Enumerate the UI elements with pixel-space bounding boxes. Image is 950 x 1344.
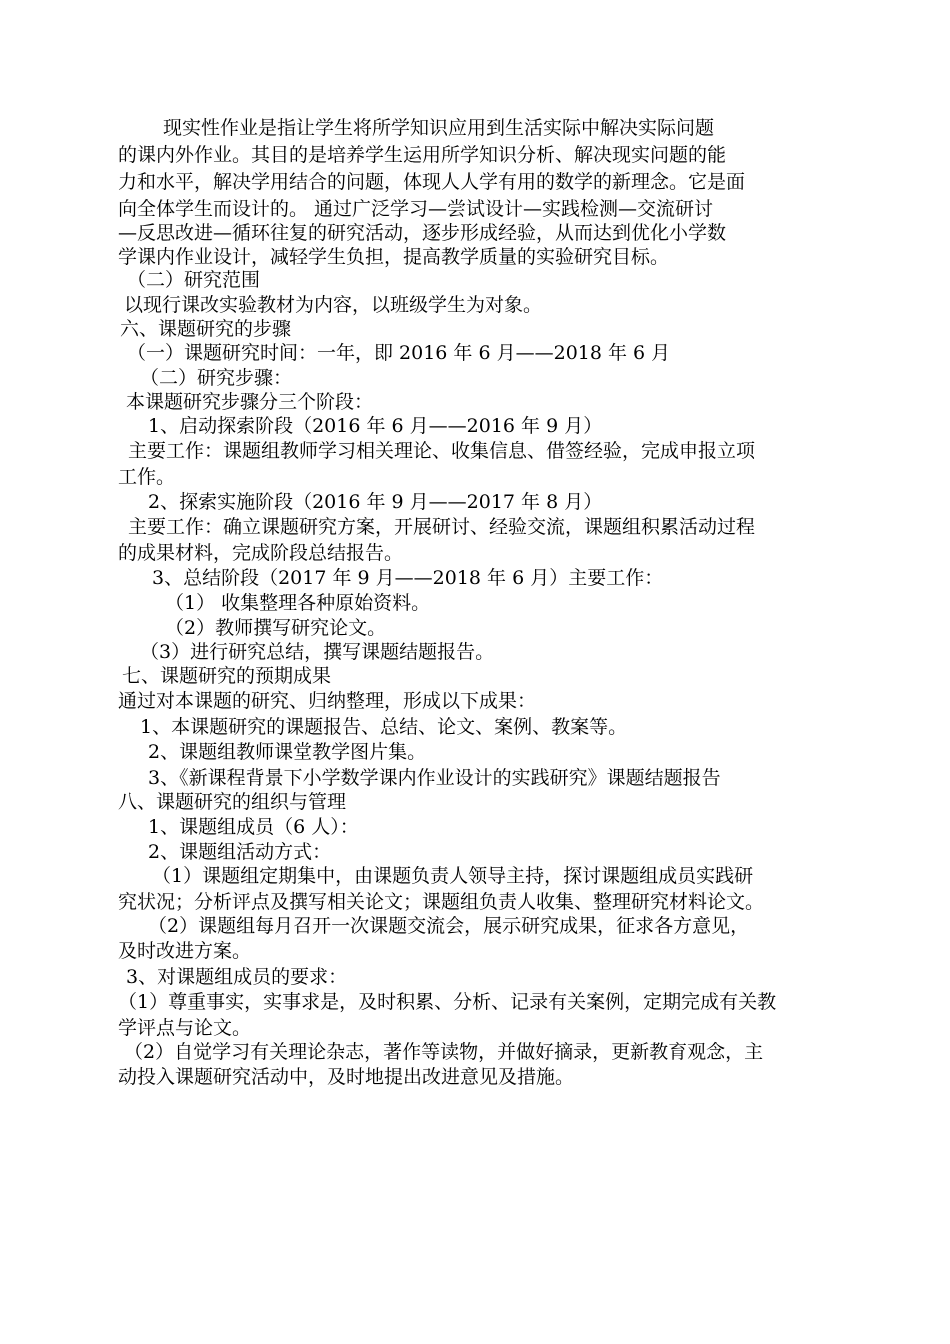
text-line: （3）进行研究总结，撰写课题结题报告。 xyxy=(140,641,495,663)
text-line: 通过对本课题的研究、归纳整理，形成以下成果： xyxy=(118,690,537,712)
text-line: 主要工作：确立课题研究方案，开展研讨、经验交流，课题组积累活动过程 xyxy=(128,516,756,538)
text-line: 3、总结阶段（2017 年 9 月——2018 年 6 月）主要工作： xyxy=(152,567,664,589)
text-line: （一）课题研究时间：一年，即 2016 年 6 月——2018 年 6 月 xyxy=(127,342,671,364)
text-line: （2）课题组每月召开一次课题交流会，展示研究成果，征求各方意见， xyxy=(148,915,750,937)
text-line: 主要工作：课题组教师学习相关理论、收集信息、借签经验，完成申报立项 xyxy=(128,440,756,462)
text-line: 的成果材料，完成阶段总结报告。 xyxy=(118,542,404,564)
text-line: 工作。 xyxy=(118,466,176,488)
section-heading: 七、课题研究的预期成果 xyxy=(122,665,332,687)
text-line: 学评点与论文。 xyxy=(118,1017,252,1039)
text-line: 现实性作业是指让学生将所学知识应用到生活实际中解决实际问题 xyxy=(163,117,715,139)
text-line: 3、对课题组成员的要求： xyxy=(126,966,348,988)
text-line: —反思改进—循环往复的研究活动，逐步形成经验，从而达到优化小学数 xyxy=(118,222,727,244)
text-line: （1）课题组定期集中，由课题负责人领导主持，探讨课题组成员实践研 xyxy=(152,865,754,887)
text-line: 以现行课改实验教材为内容，以班级学生为对象。 xyxy=(124,294,543,316)
text-line: 究状况；分析评点及撰写相关论文；课题组负责人收集、整理研究材料论文。 xyxy=(118,891,765,913)
text-line: 2、探索实施阶段（2016 年 9 月——2017 年 8 月） xyxy=(148,491,603,513)
text-line: 3、《新课程背景下小学数学课内作业设计的实践研究》课题结题报告 xyxy=(148,767,721,789)
text-line: （1） 收集整理各种原始资料。 xyxy=(165,592,431,614)
text-line: 本课题研究步骤分三个阶段： xyxy=(126,391,374,413)
text-line: 的课内外作业。其目的是培养学生运用所学知识分析、解决现实问题的能 xyxy=(118,144,727,166)
section-heading: 八、课题研究的组织与管理 xyxy=(118,791,347,813)
section-heading: 六、课题研究的步骤 xyxy=(120,318,292,340)
text-line: 1、课题组成员（6 人）： xyxy=(148,816,359,838)
text-line: （2）自觉学习有关理论杂志，著作等读物，并做好摘录，更新教育观念，主 xyxy=(124,1041,764,1063)
section-heading: （二）研究范围 xyxy=(127,269,261,291)
text-line: （1）尊重事实，实事求是，及时积累、分析、记录有关案例，定期完成有关教 xyxy=(118,991,777,1013)
text-line: 向全体学生而设计的。 通过广泛学习—尝试设计—实践检测—交流研讨 xyxy=(118,198,714,220)
section-heading: （二）研究步骤： xyxy=(140,367,293,389)
text-line: 1、启动探索阶段（2016 年 6 月——2016 年 9 月） xyxy=(148,415,603,437)
text-line: 动投入课题研究活动中，及时地提出改进意见及措施。 xyxy=(118,1066,575,1088)
text-line: 2、课题组教师课堂教学图片集。 xyxy=(148,741,427,763)
text-line: 1、本课题研究的课题报告、总结、论文、案例、教案等。 xyxy=(140,716,628,738)
text-line: 学课内作业设计，减轻学生负担，提高教学质量的实验研究目标。 xyxy=(118,246,670,268)
text-line: 力和水平，解决学用结合的问题，体现人人学有用的数学的新理念。它是面 xyxy=(118,171,746,193)
text-line: 2、课题组活动方式： xyxy=(148,841,332,863)
text-line: （2）教师撰写研究论文。 xyxy=(165,617,387,639)
text-line: 及时改进方案。 xyxy=(118,940,252,962)
